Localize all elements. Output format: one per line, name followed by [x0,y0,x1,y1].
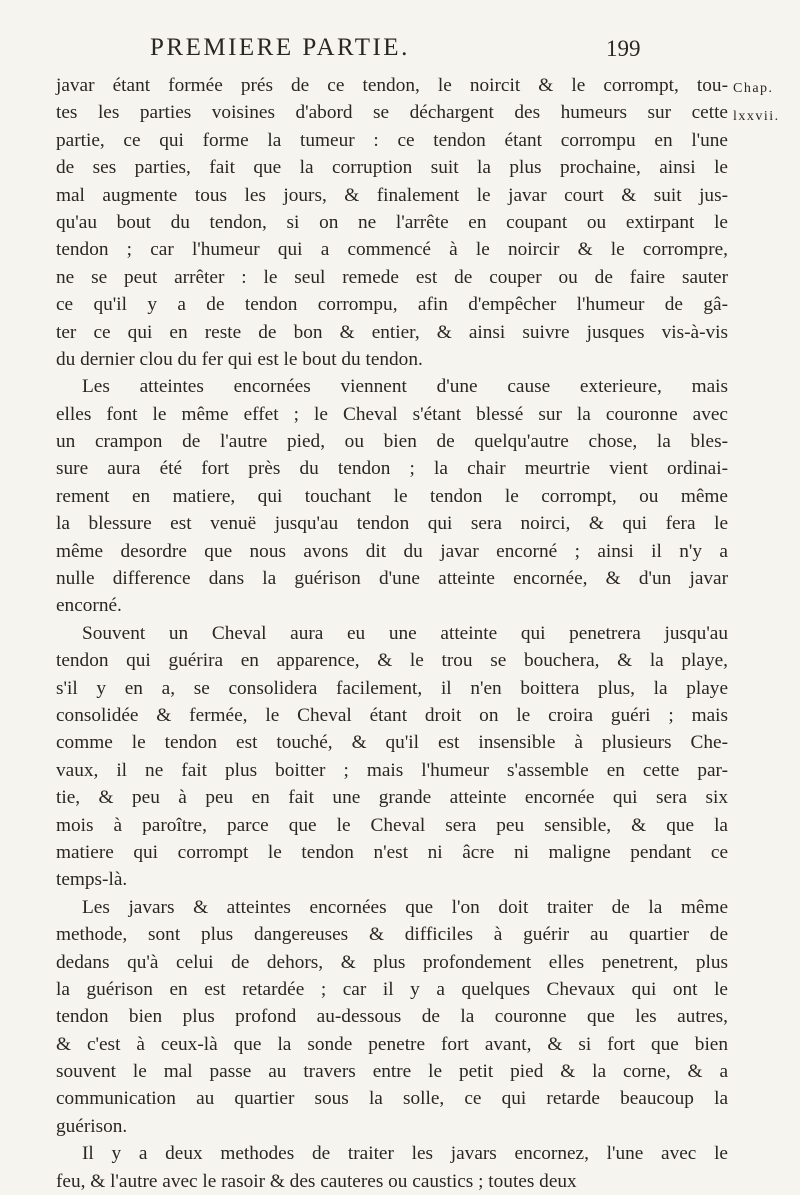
text-line: temps-là. [56,869,128,891]
chapter-margin-note [733,75,780,131]
text-line: Il y a deux methodes de traiter les javars encornez, l'une avec le [82,1143,728,1165]
text-line: comme le tendon est touché, & qu'il est insensible à plusieurs Che- [56,732,728,754]
text-line: du dernier clou du fer qui est le bout du tendon. [56,348,423,370]
text-line: la guérison en est retardée ; car il y a quelques Chevaux qui ont le [56,978,728,1000]
text-line: s'il y en a, se consolidera facilement, il n'en boittera plus, la playe [56,677,728,699]
text-line: qu'au bout du tendon, si on ne l'arrête en coupant ou extirpant le [56,211,728,233]
page-header [0,26,800,66]
text-line: rement en matiere, qui touchant le tendon le corrompt, ou même [56,485,728,507]
text-line: guérison. [56,1115,128,1137]
text-line: communication au quartier sous la solle, ce qui retarde beaucoup la [56,1088,728,1110]
text-line: ter ce qui en reste de bon & entier, & ainsi suivre jusques vis-à-vis [56,321,728,343]
text-line: vaux, il ne fait plus boitter ; mais l'humeur s'assemble en cette par- [56,759,728,781]
text-line: un crampon de l'autre pied, ou bien de quelqu'autre chose, la bles- [56,431,728,453]
page-number: 199 [606,36,641,61]
text-line: même desordre que nous avons dit du javar encorné ; ainsi il n'y a [56,540,728,562]
text-line: Souvent un Cheval aura eu une atteinte qui penetrera jusqu'au [82,622,728,644]
text-line: la blessure est venuë jusqu'au tendon qui sera noirci, & qui fera le [56,513,728,535]
text-line: tendon ; car l'humeur qui a commencé à le noircir & le corrompre, [56,239,728,261]
text-line: tes les parties voisines d'abord se déchargent des humeurs sur cette [56,102,728,124]
text-line: javar étant formée prés de ce tendon, le noircit & le corrompt, tou- [56,75,728,96]
text-line: consolidée & fermée, le Cheval étant droit on le croira guéri ; mais [56,704,728,726]
text-line: souvent le mal passe au travers entre le petit pied & la corne, & a [56,1061,728,1083]
text-line: dedans qu'à celui de dehors, & plus profondement elles penetrent, plus [56,951,728,973]
text-line: methode, sont plus dangereuses & difficiles à guérir au quartier de [56,924,728,946]
margin-note-line: lxxvii. [733,109,780,124]
text-line: nulle difference dans la guérison d'une atteinte encornée, & d'un javar [56,568,728,590]
text-line: matiere qui corrompt le tendon n'est ni âcre ni maligne pendant ce [56,841,728,863]
running-head: PREMIERE PARTIE. [150,34,410,61]
body-text [56,72,728,1195]
text-line: ne se peut arrêter : le seul remede est de couper ou de faire sauter [56,266,728,288]
text-line: Les javars & atteintes encornées que l'on doit traiter de la même [82,896,728,918]
text-line: elles font le même effet ; le Cheval s'étant blessé sur la couronne avec [56,403,728,425]
text-line: Les atteintes encornées viennent d'une cause exterieure, mais [82,376,728,398]
text-line: de ses parties, fait que la corruption suit la plus prochaine, ainsi le [56,157,728,179]
text-line: tendon qui guérira en apparence, & le trou se bouchera, & la playe, [56,650,728,672]
text-line: mois à paroître, parce que le Cheval sera peu sensible, & que la [56,814,728,836]
text-line: & c'est à ceux-là que la sonde penetre fort avant, & si fort que bien [56,1033,728,1055]
text-line: feu, & l'autre avec le rasoir & des cauteres ou caustics ; toutes deux [56,1170,577,1192]
text-line: tendon bien plus profond au-dessous de la couronne que les autres, [56,1006,728,1028]
text-line: sure aura été fort près du tendon ; la chair meurtrie vient ordinai- [56,458,728,480]
text-line: ce qu'il y a de tendon corrompu, afin d'empêcher l'humeur de gâ- [56,294,728,316]
text-line: partie, ce qui forme la tumeur : ce tendon étant corrompu en l'une [56,129,728,151]
text-line: mal augmente tous les jours, & finalement le javar court & suit jus- [56,184,728,206]
text-line: encorné. [56,595,122,617]
text-line: tie, & peu à peu en fait une grande atteinte encornée qui sera six [56,787,728,809]
margin-note-line: Chap. [733,81,774,96]
